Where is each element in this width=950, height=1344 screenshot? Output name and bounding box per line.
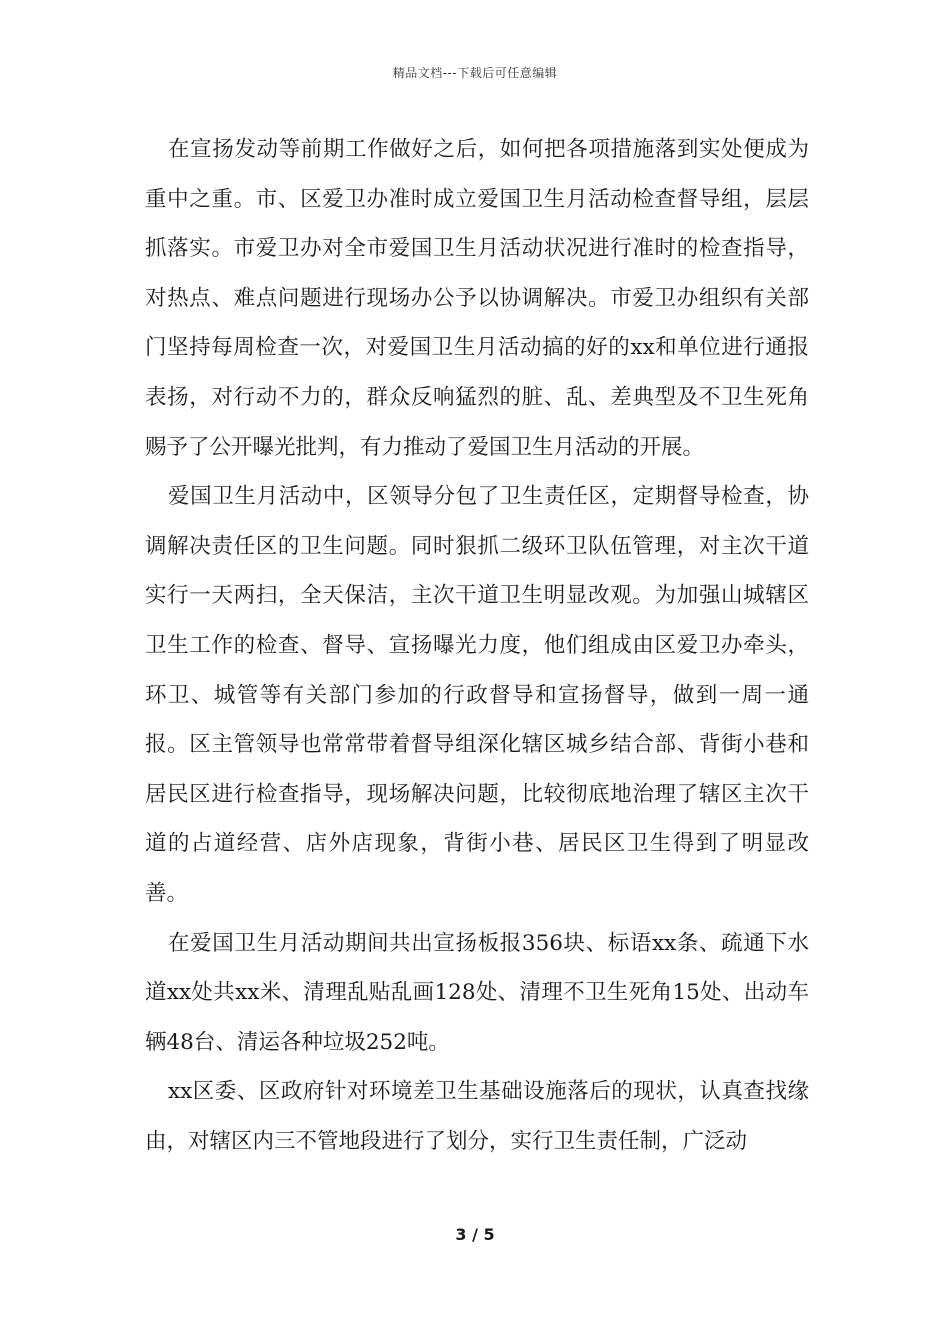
document-body [145,125,809,1166]
page-number: 3 / 5 [455,1225,495,1244]
paragraph-3: 在爱国卫生月活动期间共出宣扬板报356块、标语xx条、疏通下水道xx处共xx米、清理乱贴乱画128处、清理不卫生死角15处、出动车辆48台、清运各种垃圾252吨。 [145,930,809,1055]
page-header: 精品文档---下载后可任意编辑 [392,66,558,80]
paragraph-2: 爱国卫生月活动中，区领导分包了卫生责任区，定期督导检查，协调解决责任区的卫生问题。同时狠抓二级环卫队伍管理，对主次干道实行一天两扫，全天保洁，主次干道卫生明显改观。为加强山城辖区卫生工作的检查、督导、宣扬曝光力度，他们组成由区爱卫办牵头，环卫、城管等有关部门参加的行政督导和宣扬督导，做到一周一通报。区主管领导也常常带着督导组深化辖区城乡结合部、背街小巷和居民区进行检查指导，现场解决问题，比较彻底地治理了辖区主次干道的占道经营、店外店现象，背街小巷、居民区卫生得到了明显改善。 [145,484,809,906]
paragraph-1: 在宣扬发动等前期工作做好之后，如何把各项措施落到实处便成为重中之重。市、区爱卫办准时成立爱国卫生月活动检查督导组，层层抓落实。市爱卫办对全市爱国卫生月活动状况进行准时的检查指导，对热点、难点问题进行现场办公予以协调解决。市爱卫办组织有关部门坚持每周检查一次，对爱国卫生月活动搞的好的xx和单位进行通报表扬，对行动不力的，群众反响猛烈的脏、乱、差典型及不卫生死角赐予了公开曝光批判，有力推动了爱国卫生月活动的开展。 [145,137,809,460]
paragraph-4: xx区委、区政府针对环境差卫生基础设施落后的现状，认真查找缘由，对辖区内三不管地段进行了划分，实行卫生责任制，广泛动 [145,1079,809,1154]
